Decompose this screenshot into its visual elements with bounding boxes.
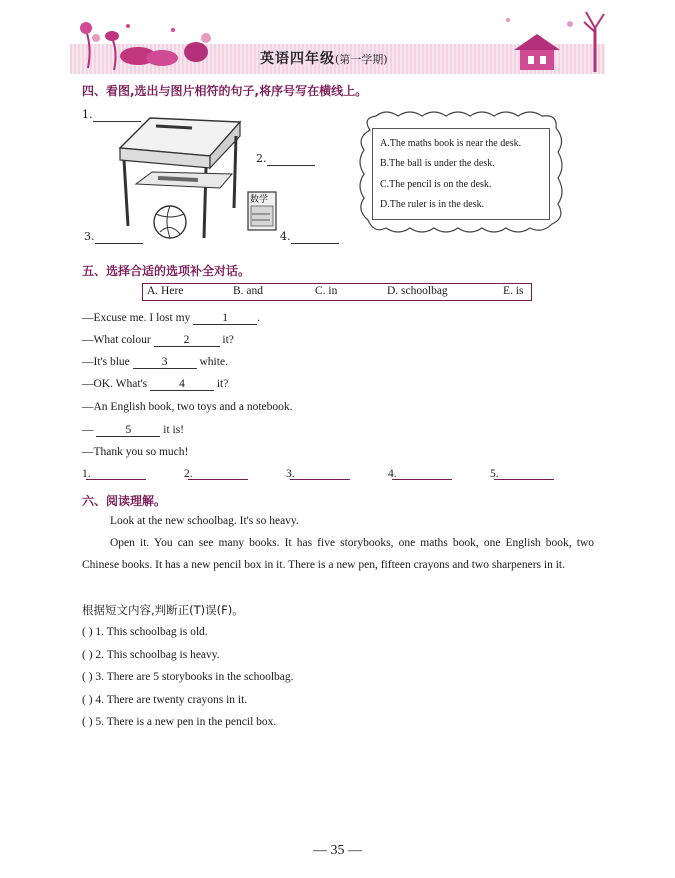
word-option-e: E. is: [503, 285, 524, 297]
dialogue-blank-5[interactable]: 5: [96, 424, 160, 437]
section5-title: 五、选择合适的选项补全对话。: [82, 264, 251, 278]
word-option-b: B. and: [233, 285, 264, 297]
judge-item-5[interactable]: ( ) 5. There is a new pen in the pencil box.: [82, 716, 277, 728]
answer-blank-4[interactable]: [291, 230, 339, 244]
option-b: B.The ball is under the desk.: [380, 158, 495, 169]
dialogue-line-2: —What colour 2 it?: [82, 334, 234, 346]
flower-decoration-icon: [78, 8, 228, 74]
word-option-c: C. in: [315, 285, 338, 297]
label-3: 3.: [84, 230, 143, 244]
judge-item-3[interactable]: ( ) 3. There are 5 storybooks in the schoolbag.: [82, 671, 294, 683]
word-options-bar: [142, 283, 532, 301]
section6-title: 六、阅读理解。: [82, 494, 167, 508]
answer-row: 1. 2. 3. 4. 5.: [82, 468, 572, 486]
dialogue-blank-1[interactable]: 1: [193, 312, 257, 325]
page-number: — 35 —: [313, 843, 362, 858]
house-tree-icon: [500, 8, 605, 74]
header-title: 英语四年级(第一学期): [260, 51, 388, 67]
judge-item-1[interactable]: ( ) 1. This schoolbag is old.: [82, 626, 208, 638]
label-1: 1.: [82, 108, 141, 122]
book-cover-text: 数学: [250, 195, 269, 205]
options-bubble: [352, 110, 582, 240]
word-option-d: D. schoolbag: [387, 285, 448, 297]
label-4: 4.: [280, 230, 339, 244]
option-a: A.The maths book is near the desk.: [380, 138, 522, 149]
answer-blank-1[interactable]: [93, 108, 141, 122]
judge-instruction: 根据短文内容,判断正(T)误(F)。: [82, 603, 244, 617]
dialogue-line-5: —An English book, two toys and a notebook.: [82, 401, 293, 413]
page-header: [70, 8, 605, 74]
dialogue-line-7: —Thank you so much!: [82, 446, 189, 458]
dialogue-blank-3[interactable]: 3: [133, 356, 197, 369]
dialogue-line-6: — 5 it is!: [82, 424, 185, 436]
option-c: C.The pencil is on the desk.: [380, 179, 492, 190]
option-d: D.The ruler is in the desk.: [380, 199, 485, 210]
passage-paragraph-2: Open it. You can see many books. It has five storybooks, one maths book, one English book, two Chinese books. It has a new pencil box in it. There is a new pen, fifteen crayons and two sharpeners in it.: [82, 537, 594, 571]
judge-item-2[interactable]: ( ) 2. This schoolbag is heavy.: [82, 649, 220, 661]
dialogue-line-1: —Excuse me. I lost my 1 .: [82, 312, 261, 324]
passage-paragraph-1: Look at the new schoolbag. It's so heavy.: [110, 515, 299, 527]
word-option-a: A. Here: [147, 285, 184, 297]
dialogue-line-4: —OK. What's 4 it?: [82, 378, 229, 390]
section4-title: 四、看图,选出与图片相符的句子,将序号写在横线上。: [82, 84, 368, 98]
desk-scene-icon: [80, 108, 350, 248]
dialogue-blank-4[interactable]: 4: [150, 378, 214, 391]
answer-blank-3[interactable]: [95, 230, 143, 244]
label-2: 2.: [256, 152, 315, 166]
desk-illustration: [80, 108, 350, 248]
judge-item-4[interactable]: ( ) 4. There are twenty crayons in it.: [82, 694, 248, 706]
answer-blank-2[interactable]: [267, 152, 315, 166]
dialogue-blank-2[interactable]: 2: [154, 334, 220, 347]
dialogue-line-3: —It's blue 3 white.: [82, 356, 228, 368]
